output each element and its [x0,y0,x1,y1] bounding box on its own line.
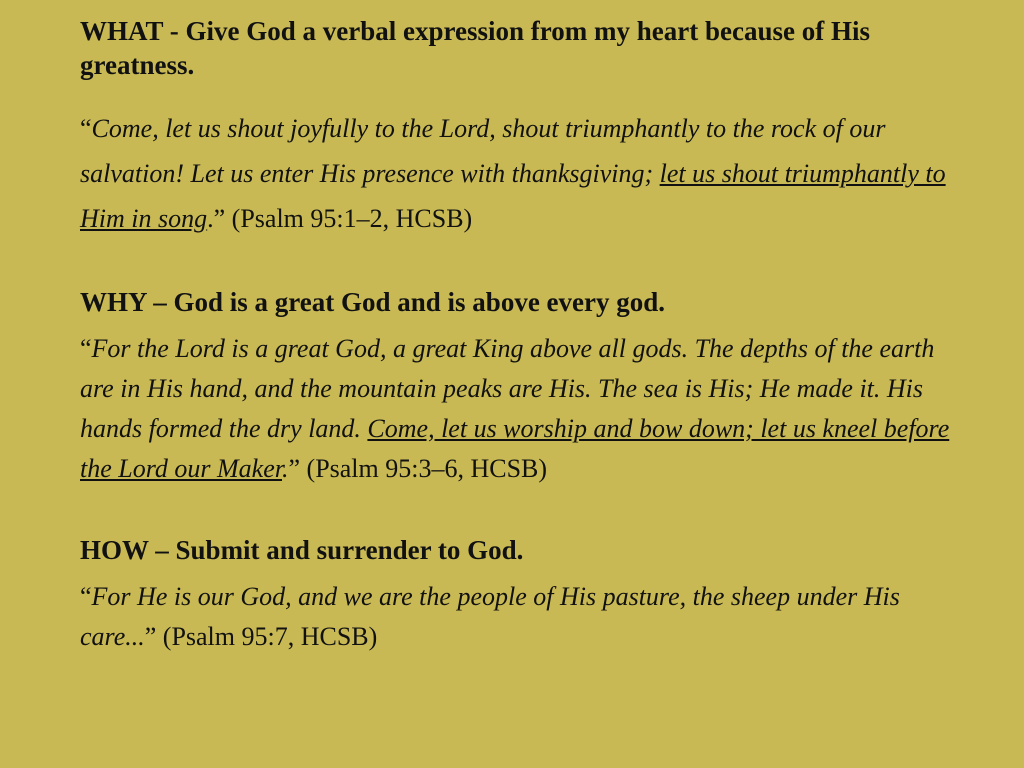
why-citation: (Psalm 95:3–6, HCSB) [300,454,548,483]
how-verse-text: For He is our God, and we are the people of His pasture, the sheep under His care... [80,582,900,651]
slide [80,12,950,657]
how-heading: HOW – Submit and surrender to God. [80,535,524,565]
what-close-quote: .” [207,204,226,233]
how-verse [80,577,950,657]
what-citation: (Psalm 95:1–2, HCSB) [225,204,473,233]
why-open-quote: “ [80,334,92,363]
what-verse-underlined: let us shout triumphantly to Him in song [80,159,946,233]
what-heading: WHAT - Give God a verbal expression from my heart because of His greatness. [80,16,870,80]
how-open-quote: “ [80,582,92,611]
why-close-quote: ” [288,454,301,483]
what-verse-text: Come, let us shout joyfully to the Lord, shout triumphantly to the rock of our salvation! Let us enter His presence with thanksgiving; [80,114,886,188]
how-citation: (Psalm 95:7, HCSB) [156,622,378,651]
what-verse [80,106,950,241]
why-verse [80,329,950,489]
how-close-quote: ” [144,622,157,651]
why-verse-underlined: Come, let us worship and bow down; let us kneel before the Lord our Maker [80,414,950,483]
what-open-quote: “ [80,114,92,143]
why-heading: WHY – God is a great God and is above every god. [80,287,666,317]
why-verse-text: For the Lord is a great God, a great King above all gods. The depths of the earth are in His hand, and the mountain peaks are His. The sea is His; He made it. His hands formed the dry land. [80,334,935,443]
why-verse-period: . [281,454,289,483]
